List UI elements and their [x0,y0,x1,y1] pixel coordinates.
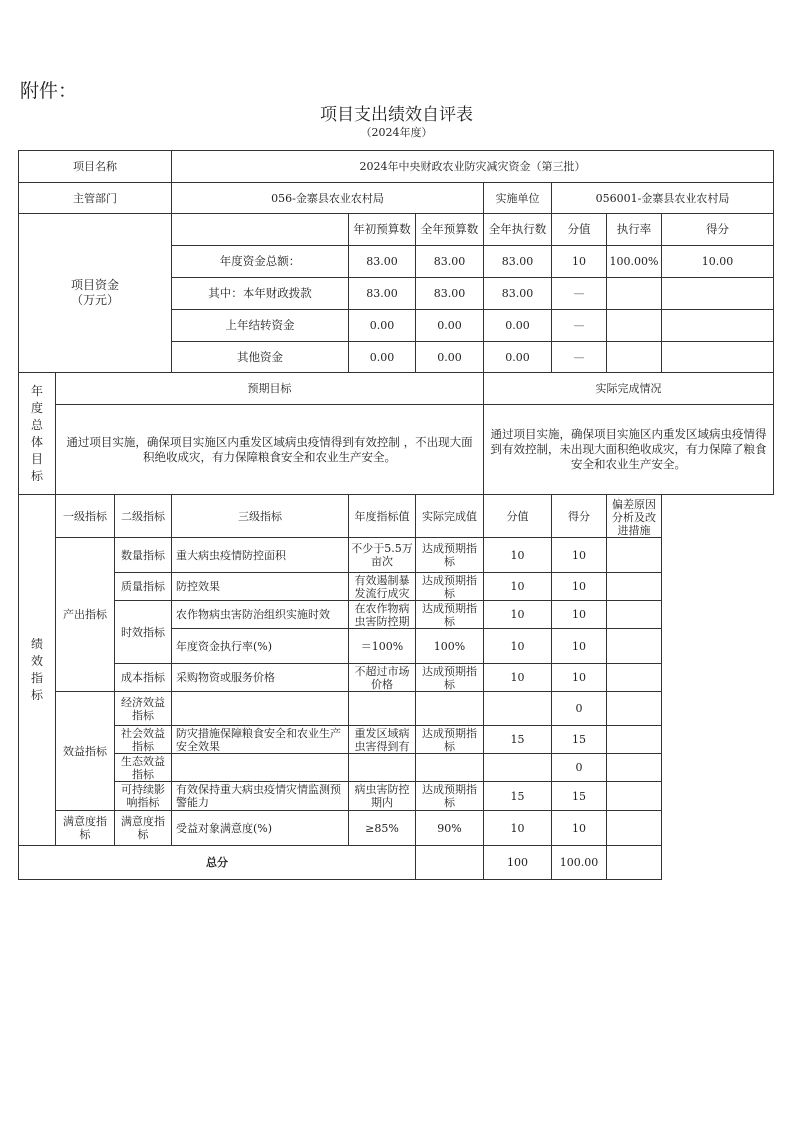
perf-level3: 年度资金执行率(%) [172,629,349,664]
perf-header-row [19,495,774,538]
perf-level1-output: 产出指标 [56,538,115,692]
perf-actual: 达成预期指标 [416,573,484,601]
total-row [19,846,774,880]
perf-row [19,782,774,811]
perf-score-value [484,754,552,782]
funds-header-5: 得分 [662,214,774,246]
total-label: 总分 [19,846,416,880]
goals-side-text: 年度总体目标 [30,383,43,483]
perf-target: 不少于5.5万亩次 [349,538,416,573]
perf-actual: 90% [416,811,484,846]
funds-cell [662,310,774,342]
funds-label-line1: 项目资金 [71,278,120,292]
impl-label: 实施单位 [484,183,552,214]
dept-label: 主管部门 [19,183,172,214]
perf-header-2: 三级指标 [172,495,349,538]
funds-header-row [19,214,774,246]
actual-goal-text: 通过项目实施，确保项目实施区内重发区域病虫疫情得到有效控制，未出现大面积绝收成灾，有力保障了粮食安全和农业生产安全。 [484,405,774,495]
perf-target: 有效遏制暴发流行成灾 [349,573,416,601]
perf-side-label [19,495,56,846]
perf-row [19,692,774,726]
funds-header-3: 分值 [552,214,607,246]
funds-cell [607,310,662,342]
perf-actual: 达成预期指标 [416,726,484,754]
perf-note [607,664,662,692]
perf-score: 10 [552,811,607,846]
perf-level2: 质量指标 [115,573,172,601]
perf-actual: 达成预期指标 [416,782,484,811]
perf-target: 重发区域病虫害得到有 [349,726,416,754]
funds-cell: 83.00 [484,246,552,278]
funds-cell [607,342,662,373]
perf-level2: 成本指标 [115,664,172,692]
funds-cell: 10 [552,246,607,278]
performance-table [18,150,774,880]
funds-cell: 83.00 [484,278,552,310]
impl-value: 056001-金寨县农业农村局 [552,183,774,214]
project-name-label: 项目名称 [19,151,172,183]
perf-header-0: 一级指标 [56,495,115,538]
perf-level1-benefit: 效益指标 [56,692,115,811]
perf-row [19,601,774,629]
funds-row-name: 年度资金总额： [172,246,349,278]
perf-score: 15 [552,782,607,811]
perf-header-7: 偏差原因分析及改进措施 [607,495,662,538]
perf-note [607,629,662,664]
funds-cell: 0.00 [484,342,552,373]
funds-header-1: 全年预算数 [416,214,484,246]
perf-level3: 农作物病虫害防治组织实施时效 [172,601,349,629]
funds-cell [662,278,774,310]
perf-target: 不超过市场价格 [349,664,416,692]
perf-header-5: 分值 [484,495,552,538]
funds-cell: — [552,310,607,342]
goals-header-row [19,373,774,405]
perf-score-value: 10 [484,811,552,846]
perf-row [19,664,774,692]
funds-cell: 83.00 [416,278,484,310]
perf-score-value: 10 [484,664,552,692]
funds-row-name: 上年结转资金 [172,310,349,342]
attachment-label: 附件： [20,80,78,102]
funds-header-0: 年初预算数 [349,214,416,246]
funds-cell: 83.00 [349,278,416,310]
perf-actual [416,754,484,782]
perf-level3: 重大病虫疫情防控面积 [172,538,349,573]
total-blank [416,846,484,880]
perf-score-value [484,692,552,726]
expected-goal-text: 通过项目实施，确保项目实施区内重发区域病虫疫情得到有效控制 ，不出现大面积绝收成灾，有力保障粮食安全和农业生产安全。 [56,405,484,495]
total-score-value: 100 [484,846,552,880]
perf-score: 10 [552,601,607,629]
project-name-row [19,151,774,183]
perf-note [607,692,662,726]
funds-label-line2: （万元） [71,293,120,307]
funds-header-2: 全年执行数 [484,214,552,246]
funds-row-name: 其中：本年财政拨款 [172,278,349,310]
perf-header-4: 实际完成值 [416,495,484,538]
perf-target: 在农作物病虫害防控期 [349,601,416,629]
perf-score: 10 [552,629,607,664]
perf-header-1: 二级指标 [115,495,172,538]
perf-level3: 采购物资或服务价格 [172,664,349,692]
funds-cell: 83.00 [416,246,484,278]
perf-note [607,726,662,754]
perf-row [19,754,774,782]
funds-cell [662,342,774,373]
perf-score: 10 [552,573,607,601]
perf-score-value: 15 [484,726,552,754]
perf-level2: 数量指标 [115,538,172,573]
perf-score: 10 [552,664,607,692]
perf-score: 0 [552,754,607,782]
funds-header-4: 执行率 [607,214,662,246]
perf-target [349,692,416,726]
perf-score-value: 10 [484,629,552,664]
perf-level3 [172,692,349,726]
perf-note [607,538,662,573]
perf-target [349,754,416,782]
funds-cell [607,278,662,310]
perf-actual: 达成预期指标 [416,664,484,692]
perf-score: 0 [552,692,607,726]
funds-header-blank [172,214,349,246]
perf-score-value: 10 [484,538,552,573]
perf-row [19,726,774,754]
perf-note [607,811,662,846]
funds-cell: 0.00 [416,310,484,342]
perf-row [19,538,774,573]
perf-note [607,601,662,629]
funds-label [19,214,172,373]
perf-level1-satisfaction: 满意度指标 [56,811,115,846]
perf-score: 10 [552,538,607,573]
funds-row-name: 其他资金 [172,342,349,373]
total-note [607,846,662,880]
page-title: 项目支出绩效自评表 [320,105,473,125]
perf-actual: 100% [416,629,484,664]
perf-level3: 防控效果 [172,573,349,601]
dept-row [19,183,774,214]
funds-cell: 10.00 [662,246,774,278]
perf-level2: 社会效益指标 [115,726,172,754]
project-name-value: 2024年中央财政农业防灾减灾资金（第三批） [172,151,774,183]
total-score: 100.00 [552,846,607,880]
perf-score: 15 [552,726,607,754]
perf-actual: 达成预期指标 [416,538,484,573]
perf-actual: 达成预期指标 [416,601,484,629]
funds-cell: 0.00 [349,310,416,342]
funds-cell: 100.00% [607,246,662,278]
perf-actual [416,692,484,726]
actual-goal-header: 实际完成情况 [484,373,774,405]
perf-target: ＝100% [349,629,416,664]
perf-row [19,811,774,846]
perf-level3: 受益对象满意度(%) [172,811,349,846]
perf-header-6: 得分 [552,495,607,538]
goals-side-label [19,373,56,495]
funds-cell: 0.00 [349,342,416,373]
perf-level2: 时效指标 [115,601,172,664]
funds-cell: 0.00 [484,310,552,342]
perf-level2: 满意度指标 [115,811,172,846]
perf-header-3: 年度指标值 [349,495,416,538]
perf-level3 [172,754,349,782]
perf-note [607,573,662,601]
perf-level2: 生态效益指标 [115,754,172,782]
perf-note [607,782,662,811]
perf-level2: 可持续影响指标 [115,782,172,811]
perf-target: 病虫害防控期内 [349,782,416,811]
expected-goal-header: 预期目标 [56,373,484,405]
funds-cell: — [552,278,607,310]
goals-content-row [19,405,774,495]
perf-level3: 有效保持重大病虫疫情灾情监测预警能力 [172,782,349,811]
perf-score-value: 10 [484,601,552,629]
funds-cell: — [552,342,607,373]
perf-note [607,754,662,782]
page-subtitle: （2024年度） [360,126,433,139]
perf-level3: 防灾措施保障粮食安全和农业生产安全效果 [172,726,349,754]
perf-row [19,573,774,601]
perf-score-value: 10 [484,573,552,601]
perf-side-text: 绩效指标 [30,637,43,702]
perf-target: ≥85% [349,811,416,846]
dept-value: 056-金寨县农业农村局 [172,183,484,214]
funds-cell: 83.00 [349,246,416,278]
perf-level2: 经济效益指标 [115,692,172,726]
perf-score-value: 15 [484,782,552,811]
funds-cell: 0.00 [416,342,484,373]
